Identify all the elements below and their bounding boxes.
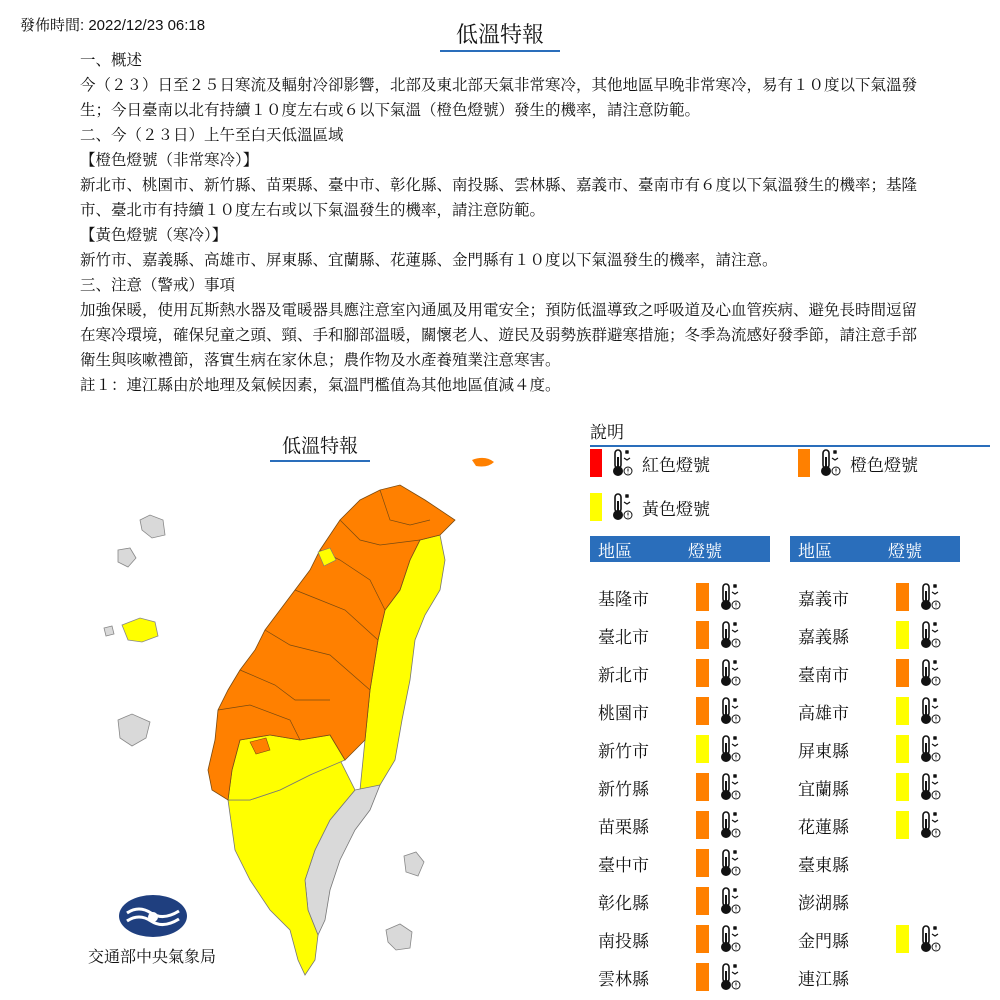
region-name: 新北市 (598, 665, 649, 686)
table-row (790, 806, 960, 844)
orchid-island (386, 924, 412, 950)
table-row (790, 768, 960, 806)
cold-thermometer-icon (916, 924, 942, 954)
table-row (590, 730, 770, 768)
orange-signal-swatch (696, 773, 709, 801)
table-row (590, 578, 770, 616)
legend-heading: 說明 (590, 418, 990, 447)
region-name: 金門縣 (798, 931, 849, 952)
table-header (790, 536, 960, 562)
table-row (790, 578, 960, 616)
kinmen-islet (104, 626, 114, 636)
orange-signal-swatch (696, 659, 709, 687)
cold-thermometer-icon (816, 448, 842, 478)
cwb-logo-icon (117, 893, 189, 939)
yellow-signal-swatch (896, 697, 909, 725)
bulletin-text (80, 48, 920, 398)
table-row (590, 768, 770, 806)
region-name: 宜蘭縣 (798, 779, 849, 800)
table-row (790, 958, 960, 996)
table-row (590, 692, 770, 730)
cold-thermometer-icon (716, 962, 742, 992)
region-name: 嘉義縣 (798, 627, 849, 648)
table-row (790, 730, 960, 768)
cold-thermometer-icon (916, 658, 942, 688)
cold-thermometer-icon (608, 492, 634, 522)
region-name: 苗栗縣 (598, 817, 649, 838)
region-name: 彰化縣 (598, 893, 649, 914)
orange-signal-swatch (696, 963, 709, 991)
cold-thermometer-icon (716, 658, 742, 688)
overview-text: 今（２３）日至２５日寒流及輻射冷卻影響，北部及東北部天氣非常寒冷，其他地區早晚非常寒冷，易有１０度以下氣溫發生；今日臺南以北有持續１０度左右或６以下氣溫（橙色燈號）發生的機率，請注意防範。 (80, 76, 918, 119)
region-name: 新竹市 (598, 741, 649, 762)
region-name: 桃園市 (598, 703, 649, 724)
region-name: 屏東縣 (798, 741, 849, 762)
region-name: 雲林縣 (598, 969, 649, 990)
organization-name: 交通部中央氣象局 (88, 947, 217, 966)
table-row (790, 920, 960, 958)
table-row (790, 882, 960, 920)
orange-signal-swatch (696, 583, 709, 611)
region-header: 地區 (798, 541, 832, 562)
cold-thermometer-icon (916, 772, 942, 802)
cold-thermometer-icon (716, 696, 742, 726)
caution-text: 加強保暖，使用瓦斯熱水器及電暖器具應注意室內通風及用電安全；預防低溫導致之呼吸道及心血管疾病、避免長時間逗留在寒冷環境，確保兒童之頭、頸、手和腳部溫暖，關懷老人、遊民及弱勢族群避寒措施；冬季為流感好發季節，請注意手部衛生與咳嗽禮節，落實生病在家休息；農作物及水產養殖業注意寒害。 (80, 301, 918, 369)
yellow-text: 新竹市、嘉義縣、高雄市、屏東縣、宜蘭縣、花蓮縣、金門縣有１０度以下氣溫發生的機率，請注意。 (80, 251, 778, 269)
region-name: 澎湖縣 (798, 893, 849, 914)
legend-orange (798, 448, 918, 478)
signal-header: 燈號 (888, 541, 922, 562)
cold-thermometer-icon (916, 734, 942, 764)
region-name: 連江縣 (798, 969, 849, 990)
cold-thermometer-icon (916, 620, 942, 650)
table-row (590, 616, 770, 654)
orange-signal-swatch (696, 621, 709, 649)
legend-yellow (590, 492, 710, 522)
issue-time: 發佈時間: 2022/12/23 06:18 (20, 17, 206, 34)
region-name: 高雄市 (798, 703, 849, 724)
legend-yellow-label: 黃色燈號 (642, 499, 710, 520)
orange-signal-swatch (896, 583, 909, 611)
kinmen-island (122, 618, 158, 642)
red-swatch (590, 449, 602, 477)
table-row (590, 844, 770, 882)
region-table-right (790, 536, 960, 996)
cold-thermometer-icon (716, 734, 742, 764)
yellow-heading: 【黃色燈號（寒冷）】 (80, 226, 228, 244)
penghu-island-3 (118, 714, 150, 746)
yellow-signal-swatch (896, 735, 909, 763)
orange-signal-swatch (696, 925, 709, 953)
region-name: 基隆市 (598, 589, 649, 610)
legend-red (590, 448, 710, 478)
section-caution-heading: 三、注意（警戒）事項 (80, 276, 236, 294)
cold-thermometer-icon (608, 448, 634, 478)
matsu-island (472, 458, 494, 467)
table-row (790, 844, 960, 882)
orange-signal-swatch (696, 811, 709, 839)
map-title: 低溫特報 (270, 431, 370, 462)
legend-orange-label: 橙色燈號 (850, 455, 918, 476)
table-row (790, 616, 960, 654)
table-row (790, 692, 960, 730)
orange-signal-swatch (696, 697, 709, 725)
yellow-signal-swatch (696, 735, 709, 763)
green-island (404, 852, 424, 876)
orange-signal-swatch (696, 887, 709, 915)
region-table-left (590, 536, 770, 996)
cold-thermometer-icon (716, 772, 742, 802)
region-header: 地區 (598, 541, 632, 562)
cold-thermometer-icon (716, 620, 742, 650)
section-area-heading: 二、今（２３日）上午至白天低溫區域 (80, 126, 344, 144)
penghu-island-2 (118, 548, 136, 567)
table-row (590, 958, 770, 996)
cold-thermometer-icon (716, 924, 742, 954)
yellow-signal-swatch (896, 925, 909, 953)
signal-header: 燈號 (688, 541, 722, 562)
orange-signal-swatch (696, 849, 709, 877)
cold-thermometer-icon (716, 582, 742, 612)
region-name: 嘉義市 (798, 589, 849, 610)
table-row (590, 882, 770, 920)
table-row (590, 806, 770, 844)
yellow-signal-swatch (896, 773, 909, 801)
penghu-island (140, 515, 165, 538)
table-row (590, 654, 770, 692)
orange-heading: 【橙色燈號（非常寒冷）】 (80, 151, 259, 169)
cold-thermometer-icon (916, 810, 942, 840)
legend-red-label: 紅色燈號 (642, 455, 710, 476)
cold-thermometer-icon (916, 582, 942, 612)
orange-signal-swatch (896, 659, 909, 687)
region-name: 新竹縣 (598, 779, 649, 800)
region-name: 臺北市 (598, 627, 649, 648)
section-overview-heading: 一、概述 (80, 51, 143, 69)
region-name: 花蓮縣 (798, 817, 849, 838)
note-text: 註１：連江縣由於地理及氣候因素，氣溫門檻值為其他地區值減４度。 (80, 376, 561, 394)
table-header (590, 536, 770, 562)
region-name: 臺東縣 (798, 855, 849, 876)
cold-thermometer-icon (716, 848, 742, 878)
yellow-signal-swatch (896, 621, 909, 649)
cold-thermometer-icon (716, 886, 742, 916)
region-name: 南投縣 (598, 931, 649, 952)
table-row (590, 920, 770, 958)
orange-swatch (798, 449, 810, 477)
page-title: 低溫特報 (440, 18, 560, 52)
orange-text: 新北市、桃園市、新竹縣、苗栗縣、臺中市、彰化縣、南投縣、雲林縣、嘉義市、臺南市有６度以下氣溫發生的機率；基隆市、臺北市有持續１０度左右或以下氣溫發生的機率，請注意防範。 (80, 176, 918, 219)
cold-thermometer-icon (916, 696, 942, 726)
region-name: 臺南市 (798, 665, 849, 686)
cold-thermometer-icon (716, 810, 742, 840)
table-row (790, 654, 960, 692)
yellow-swatch (590, 493, 602, 521)
region-name: 臺中市 (598, 855, 649, 876)
yellow-signal-swatch (896, 811, 909, 839)
